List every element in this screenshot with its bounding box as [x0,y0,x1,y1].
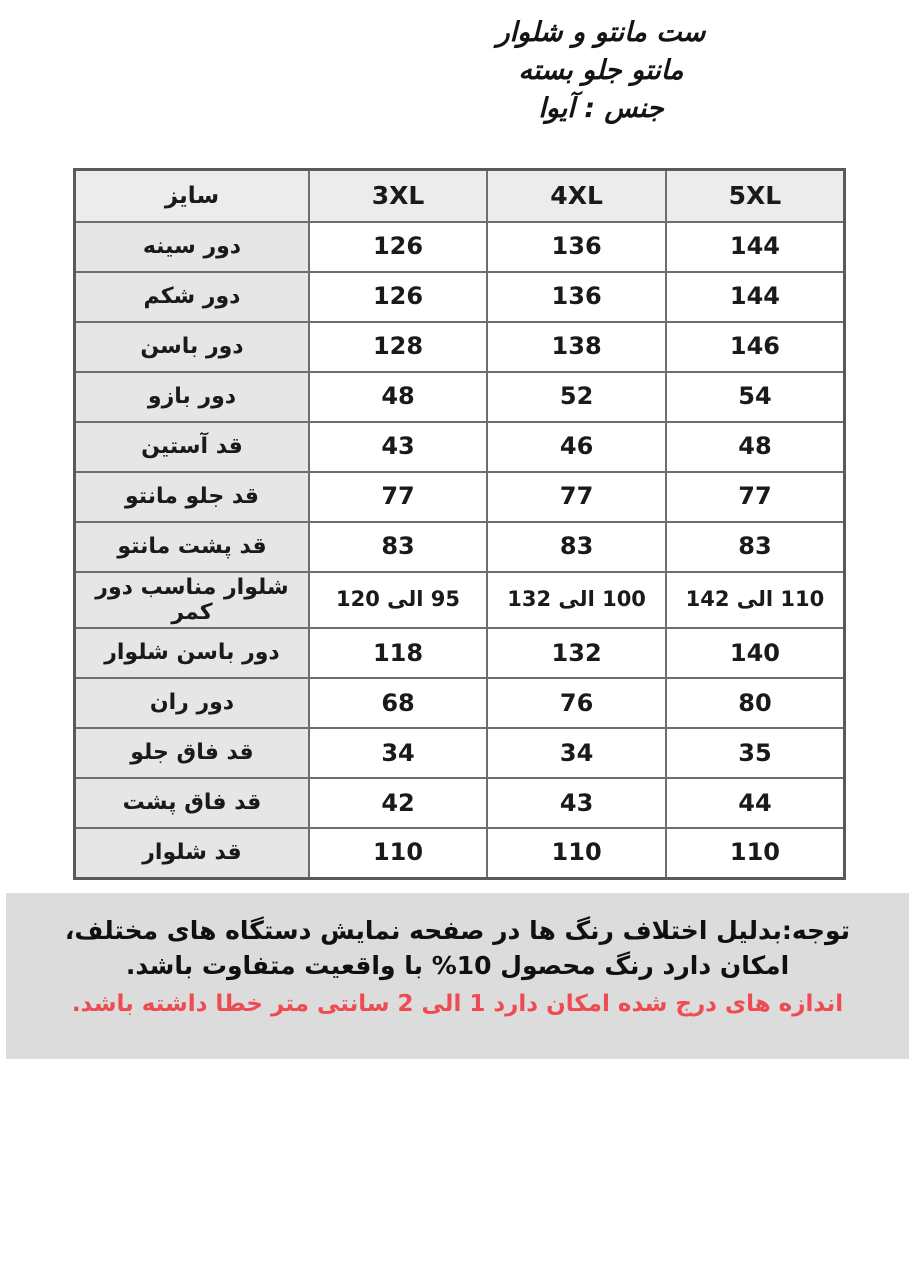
measurement-value-cell: 118 [309,628,488,678]
measurement-value-cell: 83 [487,522,666,572]
measurement-label-cell: شلوار مناسب دور کمر [75,572,309,629]
column-header-5xl: 5XL [666,170,845,222]
measurement-value-cell: 136 [487,222,666,272]
measurement-value-cell: 54 [666,372,845,422]
measurement-label-cell: دور بازو [75,372,309,422]
product-fabric-line: جنس : آیوا [538,92,664,124]
table-header-row [75,170,845,222]
size-chart-table-container [76,168,846,876]
measurement-label-cell: قد شلوار [75,828,309,878]
measurement-value-cell: 43 [309,422,488,472]
table-row [75,728,845,778]
measurement-value-cell: 110 [666,828,845,878]
table-row [75,628,845,678]
measurement-value-cell: 95 الی 120 [309,572,488,629]
measurement-value-cell: 146 [666,322,845,372]
measurement-value-cell: 100 الی 132 [487,572,666,629]
measurement-value-cell: 77 [487,472,666,522]
measurement-label-cell: دور شکم [75,272,309,322]
measurement-value-cell: 140 [666,628,845,678]
table-row [75,522,845,572]
measurement-value-cell: 77 [666,472,845,522]
table-row [75,272,845,322]
measurement-value-cell: 80 [666,678,845,728]
measurement-label-cell: قد فاق جلو [75,728,309,778]
measurement-value-cell: 110 [487,828,666,878]
measurement-label-cell: قد پشت مانتو [75,522,309,572]
table-row [75,222,845,272]
measurement-value-cell: 34 [309,728,488,778]
product-title-line-2: مانتو جلو بسته [518,54,684,86]
measurement-value-cell: 35 [666,728,845,778]
table-row [75,828,845,878]
table-row [75,422,845,472]
table-row [75,778,845,828]
measurement-label-cell: قد جلو مانتو [75,472,309,522]
measurement-value-cell: 138 [487,322,666,372]
measurement-value-cell: 136 [487,272,666,322]
table-row [75,372,845,422]
size-chart-table-body [75,222,845,879]
measurement-tolerance-note: اندازه های درج شده امکان دارد 1 الی 2 سانتی متر خطا داشته باشد. [71,991,844,1017]
measurement-label-cell: دور باسن [75,322,309,372]
measurement-value-cell: 68 [309,678,488,728]
size-chart-table-head [75,170,845,222]
measurement-value-cell: 46 [487,422,666,472]
color-disclaimer-line-2: امکان دارد رنگ محصول 10% با واقعیت متفاوت باشد. [125,951,790,980]
measurement-value-cell: 110 الی 142 [666,572,845,629]
measurement-value-cell: 83 [666,522,845,572]
measurement-label-cell: دور ران [75,678,309,728]
measurement-value-cell: 126 [309,222,488,272]
measurement-value-cell: 128 [309,322,488,372]
table-row [75,322,845,372]
measurement-label-cell: دور باسن شلوار [75,628,309,678]
measurement-label-cell: دور سینه [75,222,309,272]
measurement-value-cell: 76 [487,678,666,728]
measurement-value-cell: 42 [309,778,488,828]
measurement-value-cell: 144 [666,272,845,322]
column-header-4xl: 4XL [487,170,666,222]
measurement-label-cell: قد فاق پشت [75,778,309,828]
table-row [75,572,845,629]
measurement-value-cell: 34 [487,728,666,778]
measurement-label-cell: قد آستین [75,422,309,472]
measurement-value-cell: 110 [309,828,488,878]
size-chart-table [73,168,846,880]
color-disclaimer-line-1: توجه:بدلیل اختلاف رنگ ها در صفحه نمایش دستگاه های مختلف، [64,916,851,945]
measurement-value-cell: 132 [487,628,666,678]
measurement-value-cell: 48 [309,372,488,422]
table-row [75,472,845,522]
measurement-value-cell: 48 [666,422,845,472]
product-header [321,14,881,127]
measurement-value-cell: 43 [487,778,666,828]
measurement-value-cell: 144 [666,222,845,272]
measurement-value-cell: 77 [309,472,488,522]
column-header-size: سایز [75,170,309,222]
column-header-3xl: 3XL [309,170,488,222]
measurement-value-cell: 126 [309,272,488,322]
disclaimer-notes-block [6,893,909,1059]
measurement-value-cell: 83 [309,522,488,572]
table-row [75,678,845,728]
measurement-value-cell: 44 [666,778,845,828]
product-title-line-1: ست مانتو و شلوار [496,17,706,48]
measurement-value-cell: 52 [487,372,666,422]
